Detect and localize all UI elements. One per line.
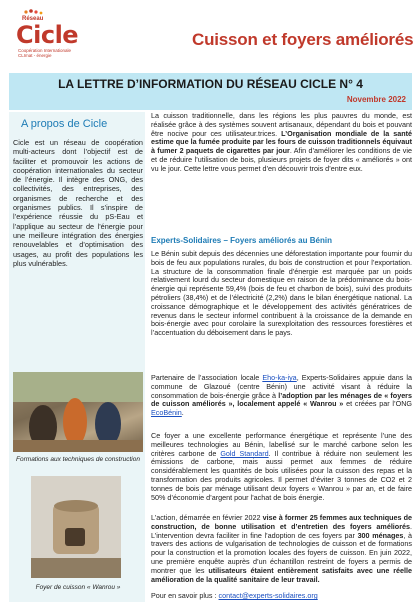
- sidebar-heading: A propos de Cicle: [21, 118, 108, 130]
- stove-photo-illustration: [31, 476, 121, 578]
- training-photo-illustration: [13, 372, 143, 452]
- stove-photo: [31, 476, 121, 578]
- paragraph-partnership: Partenaire de l’association locale Eho-ka-iya, Experts-Solidaires appuie dans la commune de Glazoué (centre Bénin) une activité visant à réduire la consommation de bois-énergie grâce à l’adoption par les ménages de « foyers de cuisson améliorés », localement appelé « Wanrou » et créées par l’ONG EcoBénin.: [151, 373, 412, 418]
- paragraph-contact: Pour en savoir plus : contact@experts-solidaires.org: [151, 591, 318, 600]
- section-heading: Experts-Solidaires – Foyers améliorés au Bénin: [151, 236, 332, 245]
- paragraph-action: L’action, démarrée en février 2022 vise à former 25 femmes aux techniques de construction, de bonne utilisation et d’entretien des foyers améliorés. L’intervention devra faciliter in fine l’adoption de ces foyers par 300 ménages, à travers des actions de vulgarisation de technologies de cuisson et de formations pour la construction et la promotion locales des foyers de cuisson. En juin 2022, une première enquête auprès d’un échantillon restreint de foyers a permis de montrer que les utilisateurs étaient entièrement satisfaits avec une réelle amélioration de la qualité sanitaire de leur travail.: [151, 513, 412, 584]
- issue-date: Novembre 2022: [346, 95, 406, 104]
- photo-caption-stove: Foyer de cuisson « Wanrou »: [35, 584, 121, 591]
- link-contact-email[interactable]: contact@experts-solidaires.org: [218, 591, 318, 600]
- sidebar: [9, 112, 145, 602]
- link-gold-standard[interactable]: Gold Standard: [220, 448, 269, 458]
- link-eho-ka-iya[interactable]: Eho-ka-iya: [262, 373, 297, 382]
- training-photo: [13, 372, 143, 452]
- paragraph-performance: Ce foyer a une excellente performance énergétique et représente l’une des meilleures technologies au Bénin, labellisé sur le marché carbone selon les critères carbone de Gold Standard. Il contribue à réduire non seulement les émissions de carbone, mais aussi permet aux femmes de réduire considérablement les quantités de bois utilisées pour la cuisson des repas et la transformation des produits agricoles. Il permet d’éviter 3 tonnes de CO2 et 2 tonnes de bois par ménage utilisant deux foyers « Wanrou » par an, et de faire 50% d’économie d’argent pour l’achat de bois énergie.: [151, 431, 412, 502]
- link-ecobenin[interactable]: EcoBénin: [151, 408, 182, 418]
- logo-small-text: Réseau: [22, 16, 44, 22]
- logo-tagline: Coopération Internationale CLImat - énergie: [18, 48, 72, 58]
- paragraph-deforestation: Le Bénin subit depuis des décennies une déforestation importante pour fournir du bois de feu aux populations rurales, du bois de construction et pour l’exportation. La structure de la consommation finale d’énergie est marquée par un poids relativement lourd du secteur domestique en raison de la prédominance du bois-énergie qui représente 59,4% (bois de feu et charbon de bois), suivi des produits pétroliers (38,4%) et de l’électricité (2,2%) dans le bilan énergétique national. La croissance démographique et le développement des activités génératrices de revenus dans le secteur informel contribuent à la croissance de la demande en bois-énergie avec pour corolaire la surexploitation des ressources forestières et l’accentuation du déboisement dans le pays.: [151, 249, 412, 338]
- sidebar-text: Cicle est un réseau de coopération multi-acteurs dont l’objectif est de faciliter et promouvoir les actions de coopération internationales du secteur de l’énergie. Il intègre des ONG, des collectivités, des entreprises, des organismes de recherche et des organismes publics. Il s’inspire de l’expérience réussie du pS-Eau et l’applique au secteur de l’énergie pour une meilleure intégration des énergies renouvelables et d’optimisation des usages, au profit des populations les plus vulnérables.: [13, 138, 143, 268]
- logo-name: Cicle: [16, 21, 79, 49]
- newsletter-banner: [9, 73, 412, 110]
- intro-paragraph: La cuisson traditionnelle, dans les régions les plus pauvres du monde, est réalisée grâce à des systèmes souvent artisanaux, dépendant du bois et pouvant être nocive pour ces utilisateur.trices. L’Organisation mondiale de la santé estime que la fumée produite par les fours de cuisson traditionnels équivaut à fumer 2 paquets de cigarettes par jour. Afin d’améliorer les conditions de vie et de réduire l’utilisation de bois, plusieurs projets de foyer dits « améliorés » ont vu le jour. Cette lettre vous permet d’en découvrir trois d’entre eux.: [151, 111, 413, 173]
- cicle-logo: [10, 8, 80, 64]
- banner-title: LA LETTRE D’INFORMATION DU RÉSEAU CICLE N° 4: [58, 77, 363, 91]
- page-header: [0, 0, 420, 72]
- photo-caption-training: Formations aux techniques de construction: [16, 456, 140, 463]
- page-title: Cuisson et foyers améliorés: [192, 30, 414, 49]
